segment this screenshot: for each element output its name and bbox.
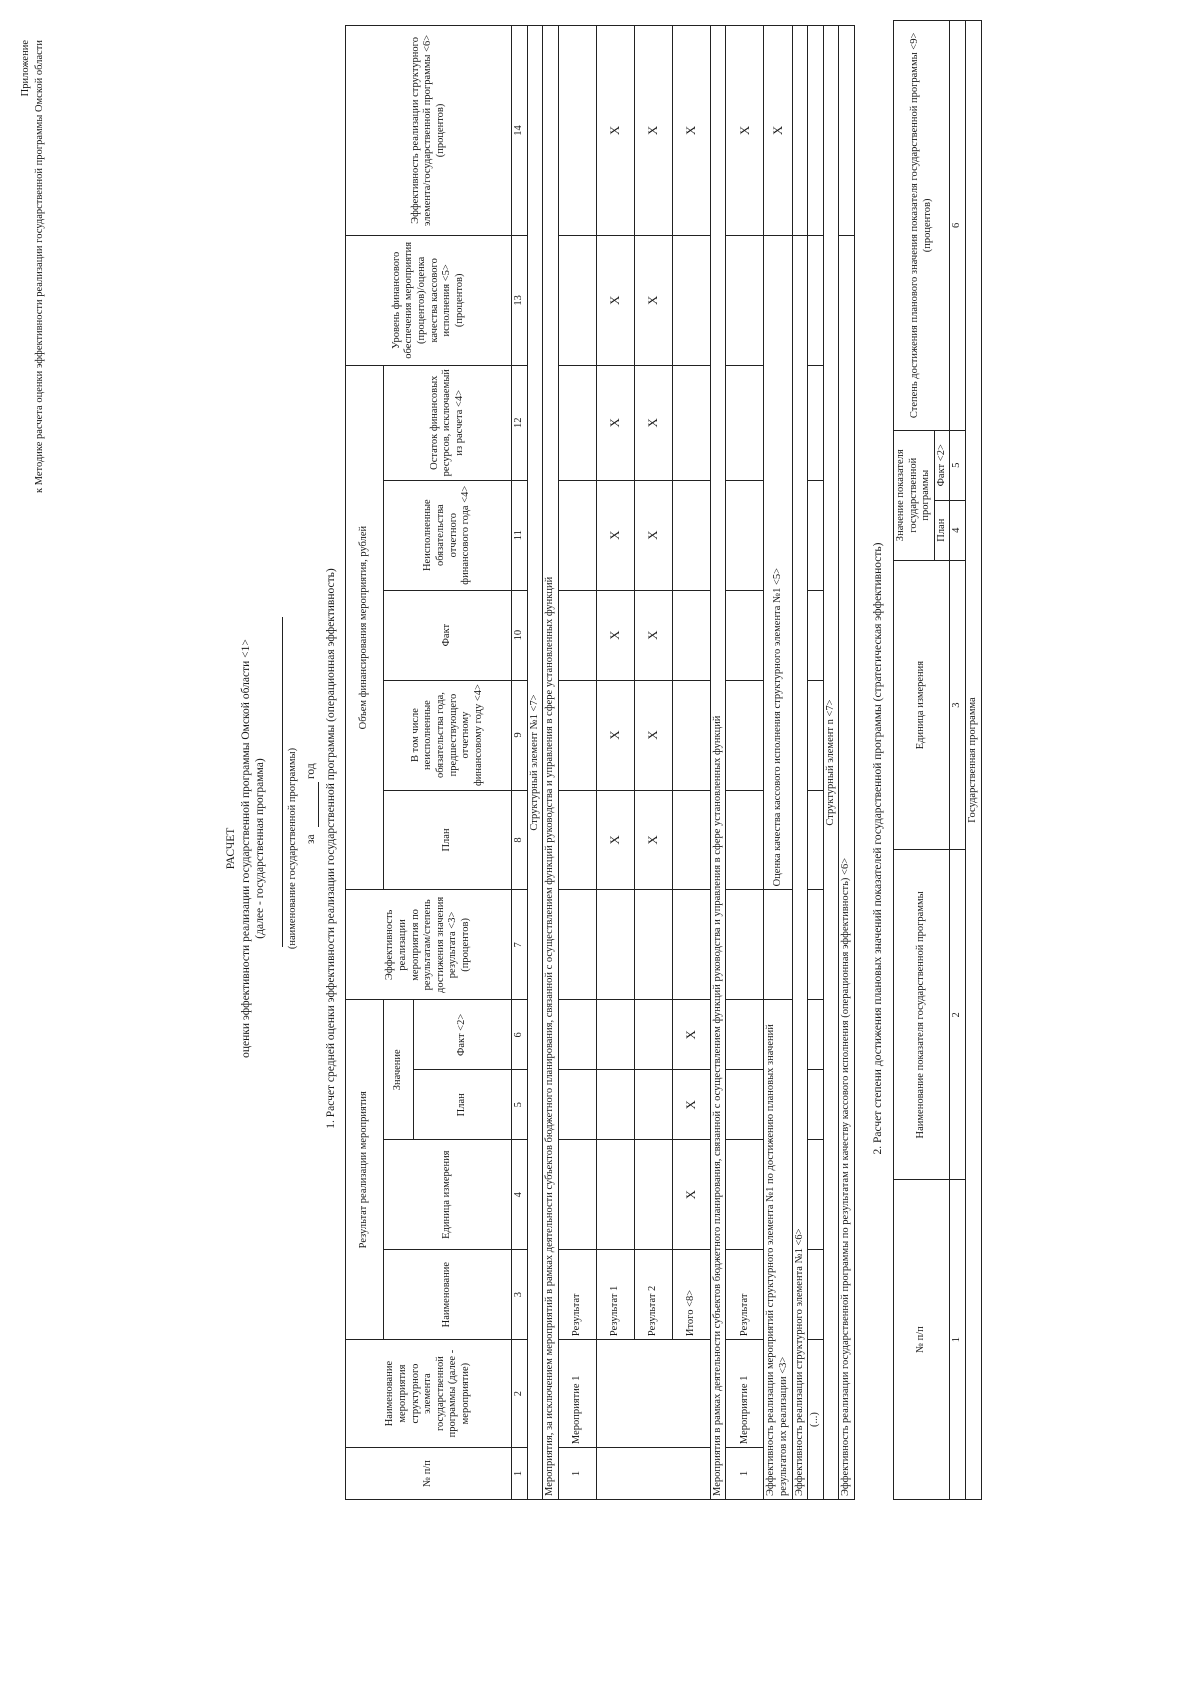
x-mark: X <box>634 26 672 236</box>
table-row <box>726 26 764 1500</box>
group2-row: Мероприятия в рамках деятельности субъектов бюджетного планирования, связанной с осуществлением функций руководства и управления в сфере установленных функций <box>710 26 726 1500</box>
table-row <box>558 26 596 1500</box>
s2-header-indicator: Наименование показателя государственной программы <box>894 850 950 1180</box>
col-number: 4 <box>512 1140 528 1250</box>
header-result-name: Наименование <box>384 1250 512 1340</box>
table-row <box>672 26 710 1500</box>
x-mark: X <box>672 26 710 236</box>
section1-heading: 1. Расчет средней оценки эффективности реализации государственной программы (операционная эффективность) <box>325 568 337 1129</box>
program-name-line <box>282 617 283 947</box>
x-mark: X <box>672 1140 710 1250</box>
result-name: Результат 2 <box>634 1250 672 1340</box>
col-number: 12 <box>512 365 528 480</box>
header-struct-efficiency: Эффективность реализации структурного элемента/государственной программы <6> (процентов) <box>346 26 512 236</box>
col-number: 1 <box>512 1448 528 1500</box>
header-num: № п/п <box>346 1448 512 1500</box>
s2-header-unit: Единица измерения <box>894 560 950 850</box>
program-name-caption: (наименование государственной программы) <box>287 747 298 950</box>
col-number: 14 <box>512 26 528 236</box>
header-unit: Единица измерения <box>384 1140 512 1250</box>
total-label: Итого <8> <box>672 1250 710 1340</box>
header-fin-unfulfilled: Неисполненные обязательства отчетного финансового года <4> <box>384 480 512 590</box>
strategic-efficiency-table <box>893 20 982 1500</box>
col-number: 6 <box>950 21 966 431</box>
table-row <box>634 26 672 1500</box>
header-fact: Факт <2> <box>414 1000 512 1070</box>
document-title: РАСЧЕТ <box>225 827 237 870</box>
col-number: 2 <box>950 850 966 1180</box>
event-name: Мероприятие 1 <box>558 1340 596 1448</box>
row-num: 1 <box>726 1448 764 1500</box>
header-event-efficiency: Эффективность реализации мероприятия по результатам/степень достижения значения результата <3> (процентов) <box>346 890 512 1000</box>
col-number: 2 <box>512 1340 528 1448</box>
x-mark: X <box>634 790 672 890</box>
col-number: 4 <box>950 500 966 560</box>
table-row <box>596 26 634 1500</box>
x-mark: X <box>634 235 672 365</box>
year-line <box>318 782 319 827</box>
appendix-reference: к Методике расчета оценки эффективности реализации государственной программы Омской области <box>34 40 45 494</box>
x-mark: X <box>634 365 672 480</box>
group1-row: Мероприятия, за исключением мероприятий в рамках деятельности субъектов бюджетного планирования, связанной с осуществлением функций руководства и управления в сфере установленных функций <box>543 26 559 1500</box>
col-number: 10 <box>512 590 528 680</box>
header-fin-fact: Факт <box>384 590 512 680</box>
col-number: 5 <box>512 1070 528 1140</box>
s2-header-plan: План <box>934 500 950 560</box>
title-line-2: (далее - государственная программа) <box>254 758 266 939</box>
cash-quality-row: Оценка качества кассового исполнения структурного элемента №1 <5> <box>764 235 792 890</box>
header-fin-incl: В том числе неисполненные обязательства года, предшествующего отчетному финансовому году <4> <box>384 680 512 790</box>
appendix-label: Приложение <box>20 40 31 97</box>
x-mark: X <box>596 790 634 890</box>
x-mark: X <box>596 365 634 480</box>
year-suffix: год <box>305 763 317 779</box>
x-mark: X <box>672 1000 710 1070</box>
s2-header-degree: Степень достижения планового значения показателя государственной программы <9> (процентов) <box>894 21 950 431</box>
x-mark: X <box>726 26 764 236</box>
struct-element-n-row: Структурный элемент n <7> <box>823 26 839 1500</box>
header-value: Значение <box>384 1000 414 1140</box>
s2-header-value-group: Значение показателя государственной программы <box>894 430 935 560</box>
result-name: Результат 1 <box>596 1250 634 1340</box>
col-number: 3 <box>512 1250 528 1340</box>
x-mark: X <box>672 1070 710 1140</box>
title-line-1: оценки эффективности реализации государственной программы Омской области <1> <box>240 639 252 1058</box>
col-number: 11 <box>512 480 528 590</box>
x-mark: X <box>634 590 672 680</box>
header-fin-balance: Остаток финансовых ресурсов, исключаемый из расчета <4> <box>384 365 512 480</box>
struct-element-1-row: Структурный элемент №1 <7> <box>527 26 543 1500</box>
x-mark: X <box>764 26 792 236</box>
x-mark: X <box>596 680 634 790</box>
col-number: 9 <box>512 680 528 790</box>
result-name: Результат <box>558 1250 596 1340</box>
s2-header-num: № п/п <box>894 1180 950 1500</box>
dots-row: (...) <box>808 1340 824 1500</box>
eff-results-row: Эффективность реализации мероприятий структурного элемента №1 по достижению плановых значений результатов их реализации <3> <box>764 1000 792 1500</box>
x-mark: X <box>596 480 634 590</box>
x-mark: X <box>596 590 634 680</box>
eff-struct-row: Эффективность реализации структурного элемента №1 <6> <box>792 235 808 1499</box>
col-number: 6 <box>512 1000 528 1070</box>
header-plan: План <box>414 1070 512 1140</box>
header-financing-group: Объем финансирования мероприятия, рублей <box>346 365 384 890</box>
header-fin-plan: План <box>384 790 512 890</box>
x-mark: X <box>596 26 634 236</box>
col-number: 13 <box>512 235 528 365</box>
eff-program-row: Эффективность реализации государственной программы по результатам и качеству кассового исполнения (операционная эффективность) <6> <box>839 235 855 1499</box>
col-number: 3 <box>950 560 966 850</box>
col-number: 7 <box>512 890 528 1000</box>
header-result-group: Результат реализации мероприятия <box>346 1000 384 1340</box>
section2-heading: 2. Расчет степени достижения плановых значений показателей государственной программы (стратегическая эффективность) <box>872 542 884 1155</box>
x-mark: X <box>596 235 634 365</box>
program-row: Государственная программа <box>965 21 981 1500</box>
event-name: Мероприятие 1 <box>726 1340 764 1448</box>
result-name: Результат <box>726 1250 764 1340</box>
row-num: 1 <box>558 1448 596 1500</box>
s2-header-fact: Факт <2> <box>934 430 950 500</box>
x-mark: X <box>634 480 672 590</box>
col-number: 5 <box>950 430 966 500</box>
year-prefix: за <box>305 834 317 844</box>
header-event-name: Наименование мероприятия структурного элемента государственной программы (далее - мероприятие) <box>346 1340 512 1448</box>
header-financing-level: Уровень финансового обеспечения мероприятия (процентов)/оценка качества кассового исполнения <5> (процентов) <box>346 235 512 365</box>
col-number: 1 <box>950 1180 966 1500</box>
x-mark: X <box>634 680 672 790</box>
col-number: 8 <box>512 790 528 890</box>
operational-efficiency-table <box>345 25 855 1500</box>
